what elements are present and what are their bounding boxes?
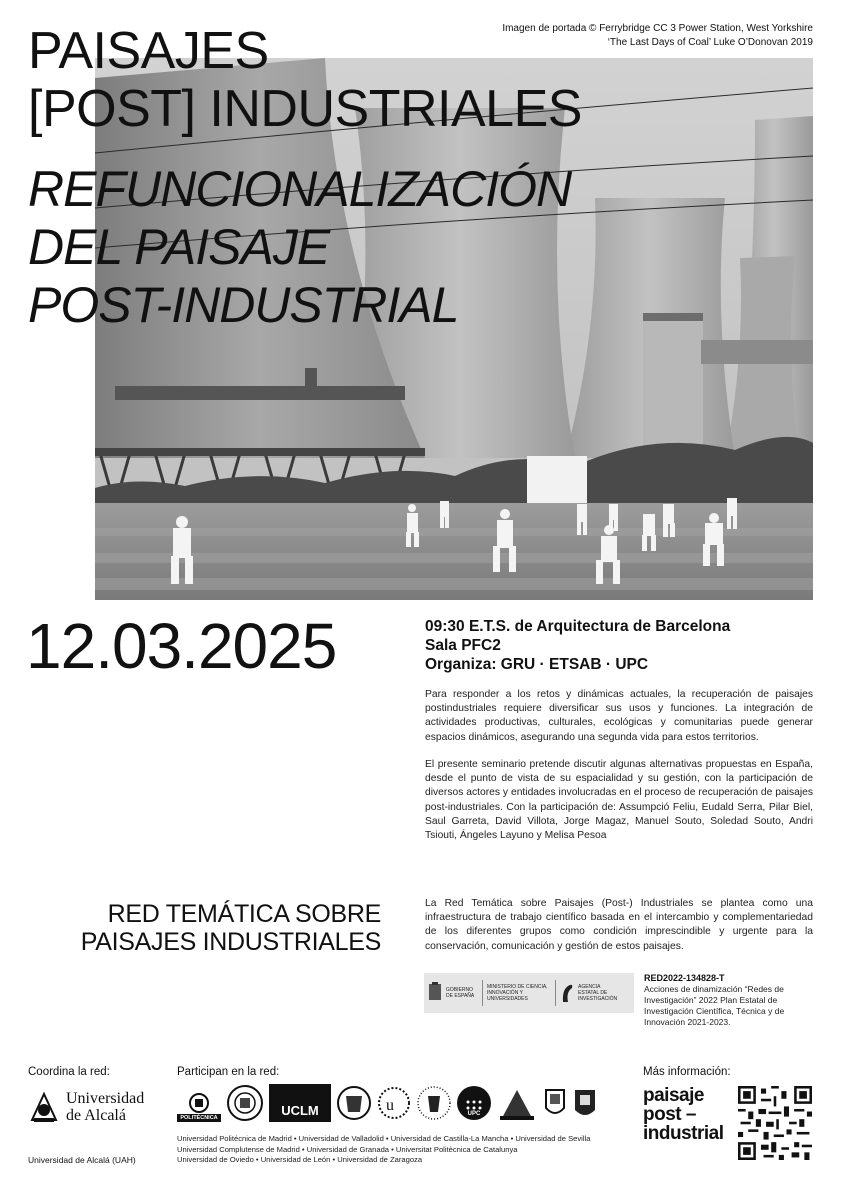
intro-paragraph: Para responder a los retos y dinámicas actuales, la recuperación de paisajes postindustriales requiere diversificar sus usos y funciones. La integración de actividades productivas, culturales, ecológicas y comunitarias puede generar espacios dinámicos, asegurando una segunda vida para estos territorios. (425, 689, 813, 743)
qr-code-icon[interactable] (738, 1086, 812, 1160)
ucm-seal-icon (377, 1084, 411, 1122)
university-list-line-2: Universidad Complutense de Madrid • Universidad de Granada • Universitat Politècnica de Catalunya (177, 1144, 518, 1154)
event-organizer: Organiza: GRU · ETSAB · UPC (425, 656, 649, 673)
spain-crest-icon (428, 982, 442, 1004)
gobierno-label: GOBIERNO DE ESPAÑA (446, 987, 475, 999)
uclm-logo (269, 1084, 331, 1122)
uclm-label: UCLM (281, 1103, 319, 1118)
subtitle-line-1: REFUNCIONALIZACIÓN (28, 161, 572, 217)
uva-seal-icon (226, 1084, 264, 1122)
subtitle-line-3: POST-INDUSTRIAL (28, 277, 459, 333)
university-list-line-1: Universidad Politécnica de Madrid • Universidad de Valladolid • Universidad de Castilla-La Mancha • Universidad de Sevilla (177, 1134, 591, 1143)
ugr-seal-icon (416, 1084, 452, 1122)
network-paragraph: La Red Temática sobre Paisajes (Post-) Industriales se plantea como una infraestructura de trabajo científico basada en el intercambio y complementariedad de los diferentes grupos como condición imprescindible y urgente para la conservación, comunicación y gestión de estos paisajes. (425, 898, 813, 952)
uniovi-crest-icon (496, 1084, 538, 1122)
upc-logo (457, 1086, 491, 1120)
main-title (28, 22, 582, 138)
us-seal-icon (336, 1084, 372, 1122)
uah-logo (28, 1090, 144, 1124)
agencia-label: AGENCIA ESTATAL DE INVESTIGACIÓN (578, 984, 618, 1002)
brand-logo (643, 1086, 733, 1143)
upc-label: UPC (467, 1111, 481, 1117)
event-date: 12.03.2025 (26, 610, 337, 682)
subtitle-line-2: DEL PAISAJE (28, 219, 330, 275)
event-room: Sala PFC2 (425, 637, 501, 654)
photo-credit-line-1: Imagen de portada © Ferrybridge CC 3 Power Station, West Yorkshire (502, 23, 813, 34)
uah-caption: Universidad de Alcalá (UAH) (28, 1155, 136, 1165)
seminar-paragraph: El presente seminario pretende discutir algunas alternativas propuestas en España, desde el punto de vista de su espacialidad y su gestión, con la participación de diversos actores y entidades involucradas en el proceso de recuperación de paisajes post-industriales. Con la participación de: Assumpció Feliu, Eudald Serra, Pilar Biel, Saul Garreta, David Villota, Jorge Magaz, Manuel Souto, Soledad Souto, Andri Tsiouti, Ángeles Layuno y Melisa Pesoa (425, 759, 813, 842)
unizar-crest-icon (572, 1084, 598, 1122)
participan-label: Participan en la red: (177, 1066, 280, 1078)
mas-info-label: Más información: (643, 1066, 731, 1078)
uah-name-line-2: de Alcalá (66, 1107, 126, 1124)
brand-line-3: industrial (643, 1123, 724, 1144)
ministerio-label: MINISTERIO DE CIENCIA, INNOVACIÓN Y UNIVERSIDADES (487, 984, 548, 1002)
uah-crest-icon (28, 1090, 60, 1124)
upc-dots-icon (465, 1099, 483, 1111)
upm-crest-icon (188, 1092, 210, 1114)
university-list (177, 1134, 597, 1166)
uah-name-line-1: Universidad (66, 1090, 145, 1107)
upm-logo (177, 1084, 221, 1122)
brand-line-2: post – (643, 1104, 696, 1125)
funding-logos (424, 973, 634, 1013)
university-list-line-3: Universidad de Oviedo • Universidad de León • Universidad de Zaragoza (177, 1155, 423, 1164)
photo-credit-line-2: ‘The Last Days of Coal’ Luke O’Donovan 2019 (607, 37, 813, 48)
coordina-label: Coordina la red: (28, 1066, 110, 1078)
grant-description: Acciones de dinamización “Redes de Investigación” 2022 Plan Estatal de Investigación Científica, Técnica y de Innovación 2021-2023. (644, 984, 785, 1027)
subtitle (28, 160, 571, 334)
unileon-crest-icon (543, 1084, 567, 1122)
title-line-2: [POST] INDUSTRIALES (28, 80, 582, 138)
event-info (425, 617, 730, 674)
university-logos (177, 1084, 598, 1122)
network-title-line-2: PAISAJES INDUSTRIALES (80, 928, 381, 956)
event-time-place: 09:30 E.T.S. de Arquitectura de Barcelona (425, 618, 731, 635)
upm-label: POLITÉCNICA (177, 1114, 220, 1122)
svg-text:u: u (386, 1097, 394, 1114)
network-title (81, 900, 381, 956)
brand-line-1: paisaje (643, 1085, 704, 1106)
title-line-1: PAISAJES (28, 22, 269, 80)
network-title-line-1: RED TEMÁTICA SOBRE (107, 900, 381, 928)
aei-logo-icon (560, 982, 574, 1004)
grant-code: RED2022-134828-T (644, 973, 725, 983)
